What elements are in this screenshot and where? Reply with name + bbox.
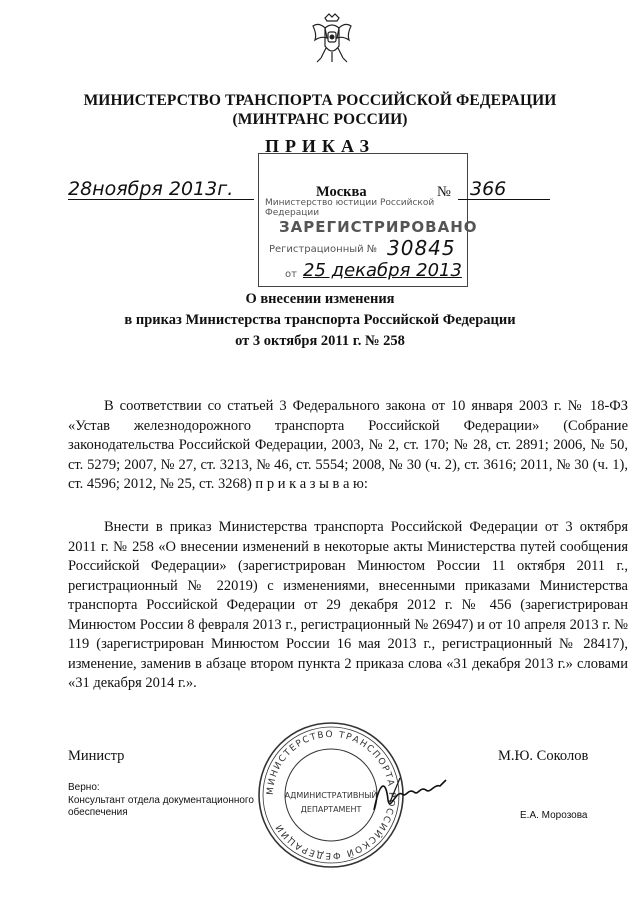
preamble-paragraph: [68, 397, 628, 495]
signatory-name: М.Ю. Соколов: [498, 748, 589, 764]
stamp-reg-number: 30845: [387, 236, 456, 260]
order-number-label: №: [437, 184, 451, 200]
stamp-authority-line: Министерство юстиции Российской Федерации: [265, 198, 435, 218]
order-date-underline: [68, 199, 254, 200]
official-position-line-2: обеспечения: [68, 807, 128, 818]
operative-paragraph: [68, 518, 628, 694]
official-position-line-1: Консультант отдела документационного: [68, 794, 254, 806]
seal-center-line-1: АДМИНИСТРАТИВНЫЙ: [284, 791, 378, 800]
ministry-short-name: (МИНТРАНС РОССИИ): [232, 111, 408, 128]
signatory-position: Министр: [68, 748, 125, 764]
certification-block: [68, 782, 254, 820]
stamp-reg-label: Регистрационный №: [269, 244, 378, 255]
order-number: 366: [470, 178, 507, 200]
subject-line-3: от 3 октября 2011 г. № 258: [235, 333, 405, 349]
order-city: Москва: [316, 184, 367, 200]
handwritten-signature: [370, 770, 450, 820]
official-name: Е.А. Морозова: [520, 810, 588, 821]
coat-of-arms-icon: [307, 12, 357, 68]
operative-text: Внести в приказ Министерства транспорта Российской Федерации от 3 октября 2011 г. № 258 «О внесении изменений в некоторые акты Министерства путей сообщения Российской Федерации» (зарегистрирован Минюстом России 11 октября 2011 г., регистрационный № 22019) с изменениями, внесенными приказами Министерства транспорта Российской Федерации от 29 декабря 2012 г. № 456 (зарегистрирован Минюстом России 8 февраля 2013 г., регистрационный № 26947) и от 10 апреля 2013 г. № 119 (зарегистрирован Минюстом России 16 мая 2013 г., регистрационный № 28417), изменение, заменив в абзаце втором пункта 2 приказа слова «31 декабря 2013 г.» словами «31 декабря 2014 г.».: [68, 519, 628, 691]
registration-stamp: [258, 153, 478, 287]
order-subject: [0, 289, 640, 352]
stamp-date: 25 декабря 2013: [303, 260, 462, 281]
seal-center-line-2: ДЕПАРТАМЕНТ: [300, 805, 362, 814]
ministry-name: МИНИСТЕРСТВО ТРАНСПОРТА РОССИЙСКОЙ ФЕДЕРАЦИИ: [83, 92, 557, 109]
verified-label: Верно:: [68, 782, 100, 793]
stamp-status: ЗАРЕГИСТРИРОВАНО: [279, 218, 478, 236]
seal-ring-text: МИНИСТЕРСТВО ТРАНСПОРТА РОССИЙСКОЙ ФЕДЕРАЦИИ: [265, 729, 397, 861]
order-number-underline: [458, 199, 550, 200]
subject-line-2: в приказ Министерства транспорта Российской Федерации: [124, 312, 516, 328]
document-type-title: ПРИКАЗ: [264, 136, 376, 156]
order-date: 28ноября 2013г.: [68, 178, 234, 200]
preamble-text: В соответствии со статьей 3 Федерального закона от 10 января 2003 г. № 18-ФЗ «Устав железнодорожного транспорта Российской Федерации» (Собрание законодательства Российской Федерации, 2003, № 2, ст. 170; № 28, ст. 2891; 2006, № 50, ст. 5279; 2007, № 27, ст. 3213, № 46, ст. 5554; 2008, № 30 (ч. 2), ст. 3616; 2011, № 30 (ч. 1), ст. 4596; 2012, № 25, ст. 3268) п р и к а з ы в а ю:: [68, 398, 628, 492]
subject-line-1: О внесении изменения: [245, 291, 395, 307]
stamp-date-prefix: от: [285, 269, 297, 280]
